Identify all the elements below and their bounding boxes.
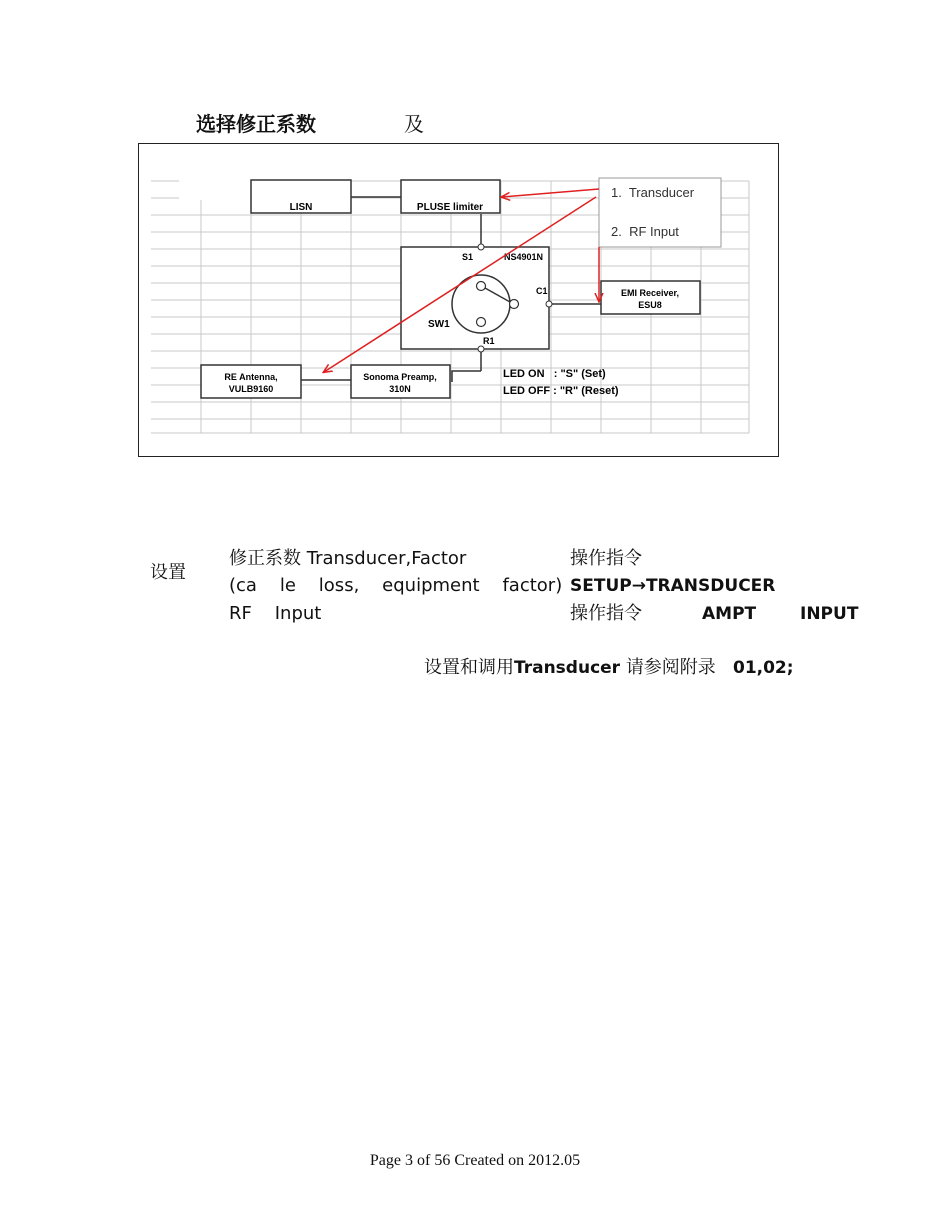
switch-terminal-s: [477, 282, 486, 291]
s1-label: S1: [462, 252, 474, 262]
table-col2-command: SETUP→TRANSDUCER: [570, 576, 776, 596]
section-heading-suffix: 及: [404, 112, 424, 136]
appendix-note-keyword: Transducer: [514, 658, 621, 678]
diagram-canvas: [139, 144, 780, 458]
callout-item-transducer: 1. Transducer: [611, 185, 695, 200]
table-row-label: 设置: [150, 562, 186, 583]
table-col2-line1: 操作指令: [570, 548, 642, 569]
table-col2-line3-input: INPUT: [800, 604, 859, 624]
callout-item-rf-input: 2. RF Input: [611, 224, 679, 239]
lisn-label: LISN: [289, 202, 313, 213]
appendix-note-middle: 请参阅附录: [625, 657, 716, 678]
connection-diagram: [138, 143, 779, 457]
c1-label: C1: [536, 286, 548, 296]
switch-terminal-r: [477, 318, 486, 327]
appendix-note: [424, 655, 794, 681]
sw1-label: SW1: [428, 319, 450, 330]
table-col1-line1: 修正系数 Transducer,Factor: [229, 548, 467, 569]
table-col1-line3: RF Input: [229, 603, 322, 624]
r1-label: R1: [483, 336, 495, 346]
led-off-label: LED OFF : "R" (Reset): [503, 385, 619, 397]
preamp-label-1: Sonoma Preamp,: [363, 372, 437, 382]
led-on-label: LED ON : "S" (Set): [503, 368, 606, 380]
switch-terminal-c: [510, 300, 519, 309]
re-antenna-label-2: VULB9160: [228, 384, 274, 394]
appendix-note-ref: 01,02;: [732, 658, 794, 678]
table-col1-line2: (ca le loss, equipment factor): [229, 575, 563, 596]
table-col2-line3-ampt: AMPT: [702, 604, 757, 624]
pulse-limiter-label: PLUSE limiter: [416, 202, 484, 213]
section-heading: 选择修正系数: [196, 112, 316, 136]
table-col2-line3-cn: 操作指令: [570, 603, 642, 624]
appendix-note-prefix: 设置和调用: [424, 657, 514, 678]
re-antenna-label-1: RE Antenna,: [224, 372, 278, 382]
emi-receiver-label-2: ESU8: [638, 300, 662, 310]
page-footer: Page 3 of 56 Created on 2012.05: [369, 1152, 581, 1169]
emi-receiver-label-1: EMI Receiver,: [620, 288, 680, 298]
preamp-label-2: 310N: [389, 384, 411, 394]
switch-model-label: NS4901N: [504, 252, 544, 262]
